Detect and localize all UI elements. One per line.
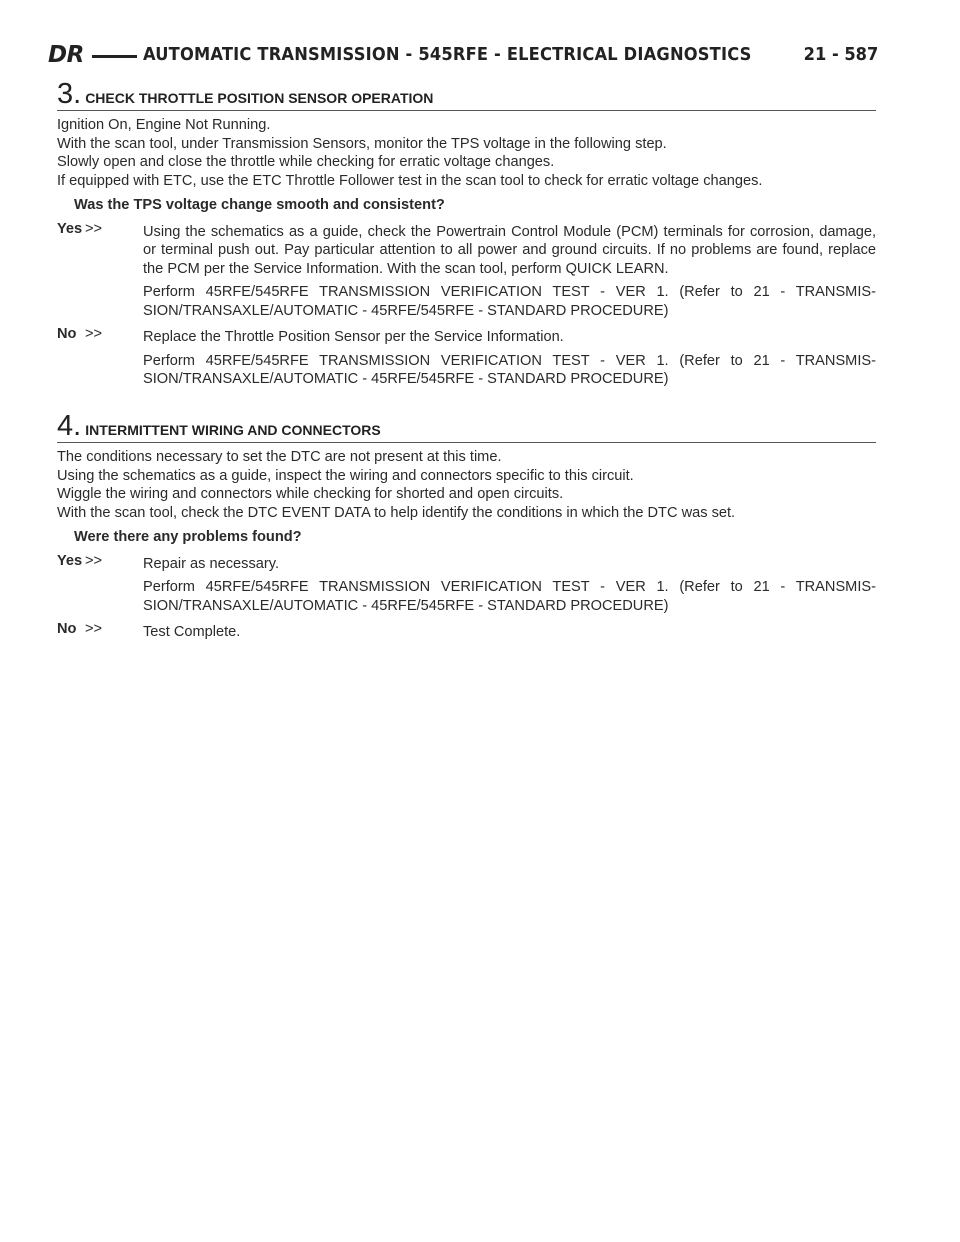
step-title: CHECK THROTTLE POSITION SENSOR OPERATION [85, 90, 434, 106]
answer-no [57, 623, 876, 642]
answer-label: Yes [57, 552, 83, 569]
answer-text: Repair as necessary. [143, 555, 279, 572]
answer-label: No [57, 326, 77, 342]
answer-arrow: >> [85, 621, 103, 637]
step-paragraph: Slowly open and close the throttle while checking for erratic voltage changes. [57, 154, 555, 170]
answer-label: Yes [57, 220, 83, 237]
step-3 [57, 80, 876, 389]
answer-text: Test Complete. [143, 624, 241, 640]
step-number: 4. [57, 410, 82, 442]
answer-text: Perform 45RFE/545RFE TRANSMISSION VERIFICATION TEST - VER 1. (Refer to 21 - TRANSMIS- SION/TRANSAXLE/AUTOMATIC - 45RFE/545RFE - STANDARD PROCEDURE) [143, 352, 876, 387]
step-paragraph: If equipped with ETC, use the ETC Throttle Follower test in the scan tool to check for erratic voltage changes. [57, 172, 763, 189]
answer-text: Perform 45RFE/545RFE TRANSMISSION VERIFICATION TEST - VER 1. (Refer to 21 - TRANSMIS- SION/TRANSAXLE/AUTOMATIC - 45RFE/545RFE - STANDARD PROCEDURE) [143, 579, 876, 614]
section-title: AUTOMATIC TRANSMISSION - 545RFE - ELECTRICAL DIAGNOSTICS [143, 45, 752, 65]
answer-text: Replace the Throttle Position Sensor per the Service Information. [143, 329, 564, 345]
step-paragraph: With the scan tool, under Transmission Sensors, monitor the TPS voltage in the following step. [57, 135, 667, 152]
step-question: Were there any problems found? [74, 529, 302, 545]
answer-yes [57, 552, 876, 616]
step-title: INTERMITTENT WIRING AND CONNECTORS [85, 422, 381, 438]
answer-yes [57, 220, 876, 321]
step-heading [57, 80, 876, 111]
answer-text: Using the schematics as a guide, check the Powertrain Control Module (PCM) terminals for corrosion, damage, or terminal push out. Pay particular attention to all power and ground circuits. If no problems are found, replace the PCM per the Service Information. With the scan tool, perform QUICK LEARN. [143, 223, 876, 277]
answer-arrow: >> [85, 552, 103, 569]
answer-label: No [57, 621, 77, 637]
step-number: 3. [57, 78, 82, 110]
answer-no [57, 328, 876, 389]
step-paragraph: With the scan tool, check the DTC EVENT DATA to help identify the conditions in which the DTC was set. [57, 504, 736, 521]
step-paragraph: Ignition On, Engine Not Running. [57, 117, 271, 133]
answer-arrow: >> [85, 326, 103, 342]
step-heading [57, 412, 876, 443]
answer-arrow: >> [85, 220, 103, 237]
step-paragraph: The conditions necessary to set the DTC are not present at this time. [57, 449, 502, 465]
page-number: 21 - 587 [803, 45, 878, 65]
vehicle-code: DR [48, 42, 84, 68]
header-rule [92, 55, 137, 58]
page-header [48, 38, 878, 72]
answer-text: Perform 45RFE/545RFE TRANSMISSION VERIFICATION TEST - VER 1. (Refer to 21 - TRANSMIS- SION/TRANSAXLE/AUTOMATIC - 45RFE/545RFE - STANDARD PROCEDURE) [143, 284, 876, 319]
step-paragraph: Wiggle the wiring and connectors while checking for shorted and open circuits. [57, 486, 564, 502]
step-question: Was the TPS voltage change smooth and consistent? [74, 197, 445, 213]
step-paragraph: Using the schematics as a guide, inspect the wiring and connectors specific to this circuit. [57, 467, 634, 484]
step-4 [57, 412, 876, 642]
